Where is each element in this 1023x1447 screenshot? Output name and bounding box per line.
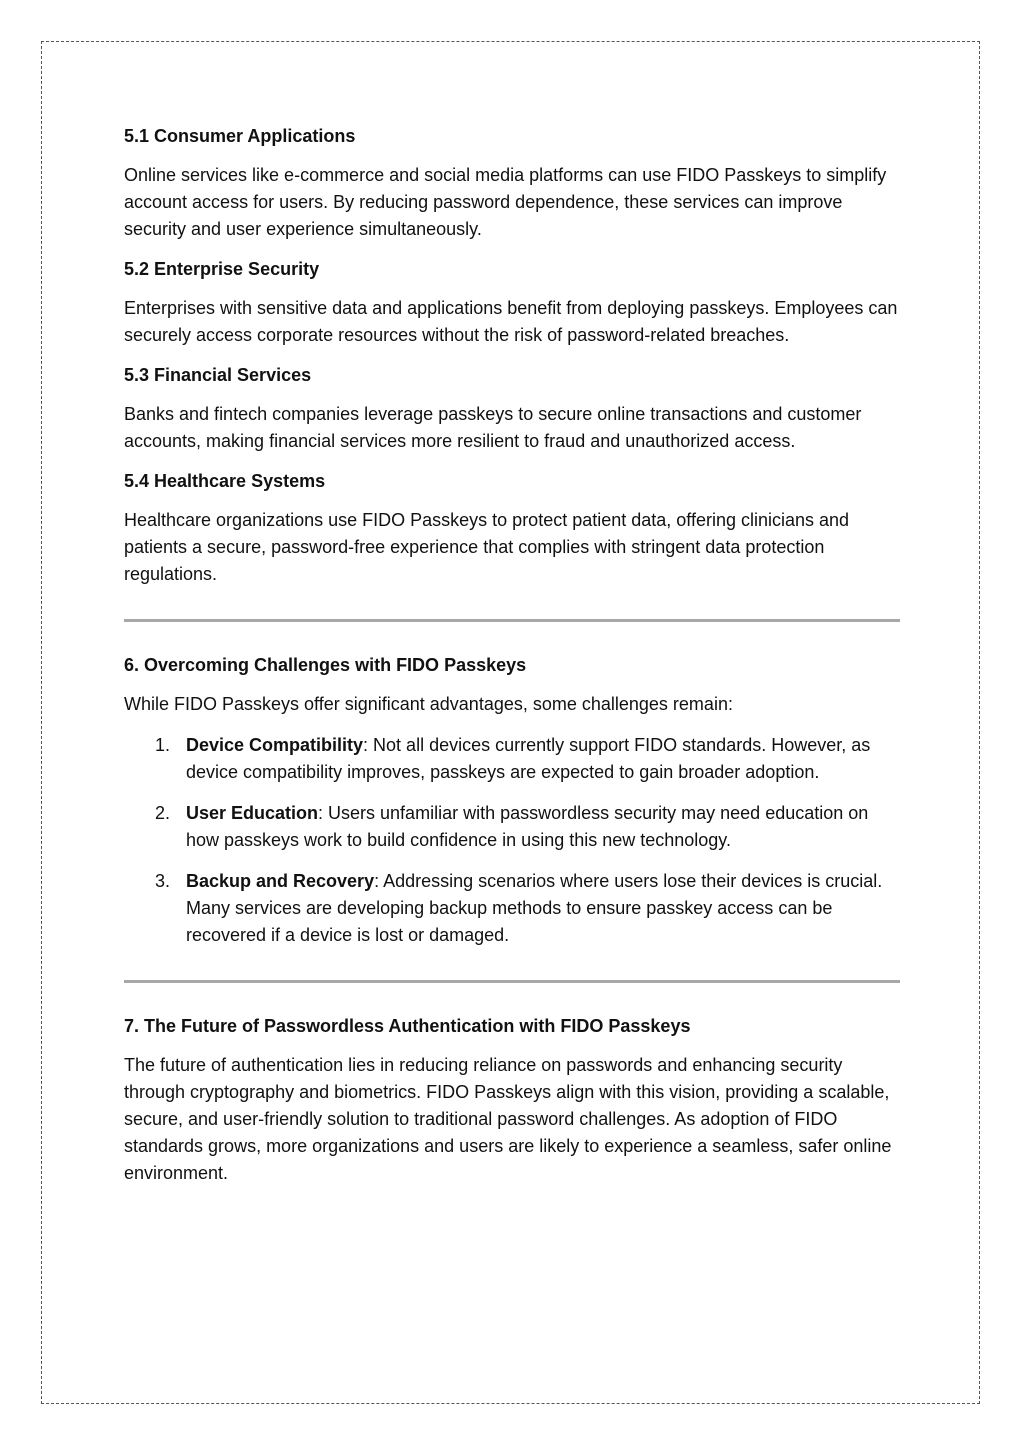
list-item (124, 800, 900, 854)
section-text-financial-services: Banks and fintech companies leverage passkeys to secure online transactions and customer accounts, making financial services more resilient to fraud and unauthorized access. (124, 404, 862, 451)
list-item-text: : Not all devices currently support FIDO standards. However, as device compatibility improves, passkeys are expected to gain broader adoption. (186, 735, 871, 782)
section-text-consumer-applications: Online services like e-commerce and social media platforms can use FIDO Passkeys to simplify account access for users. By reducing password dependence, these services can improve security and user experience simultaneously. (124, 165, 887, 239)
future-text: The future of authentication lies in reducing reliance on passwords and enhancing security through cryptography and biometrics. FIDO Passkeys align with this vision, providing a scalable, secure, and user-friendly solution to traditional password challenges. As adoption of FIDO standards grows, more organizations and users are likely to experience a seamless, safer online environment. (124, 1055, 892, 1183)
list-item-text: : Addressing scenarios where users lose their devices is crucial. Many services are developing backup methods to ensure passkey access can be recovered if a device is lost or damaged. (186, 871, 883, 945)
section-heading-financial-services: 5.3 Financial Services (124, 365, 312, 385)
section-text-healthcare-systems: Healthcare organizations use FIDO Passkeys to protect patient data, offering clinicians and patients a secure, password-free experience that complies with stringent data protection regulations. (124, 510, 850, 584)
list-item-number: 3. (155, 871, 171, 891)
list-item-term: Backup and Recovery (186, 871, 375, 891)
document-body (124, 124, 900, 1201)
list-item (124, 732, 900, 786)
challenges-heading: 6. Overcoming Challenges with FIDO Passkeys (124, 655, 527, 675)
section-divider (124, 619, 900, 622)
list-item-number: 2. (155, 803, 171, 823)
future-heading: 7. The Future of Passwordless Authentication with FIDO Passkeys (124, 1016, 691, 1036)
section-heading-healthcare-systems: 5.4 Healthcare Systems (124, 471, 326, 491)
list-item (124, 868, 900, 949)
list-item-term: User Education (186, 803, 319, 823)
section-divider (124, 980, 900, 983)
challenges-intro: While FIDO Passkeys offer significant advantages, some challenges remain: (124, 694, 733, 714)
section-heading-consumer-applications: 5.1 Consumer Applications (124, 126, 356, 146)
section-text-enterprise-security: Enterprises with sensitive data and applications benefit from deploying passkeys. Employees can securely access corporate resources without the risk of password-related breaches. (124, 298, 898, 345)
challenges-list (124, 732, 900, 949)
list-item-term: Device Compatibility (186, 735, 364, 755)
list-item-number: 1. (155, 735, 171, 755)
section-heading-enterprise-security: 5.2 Enterprise Security (124, 259, 320, 279)
list-item-text: : Users unfamiliar with passwordless security may need education on how passkeys work to build confidence in using this new technology. (186, 803, 869, 850)
